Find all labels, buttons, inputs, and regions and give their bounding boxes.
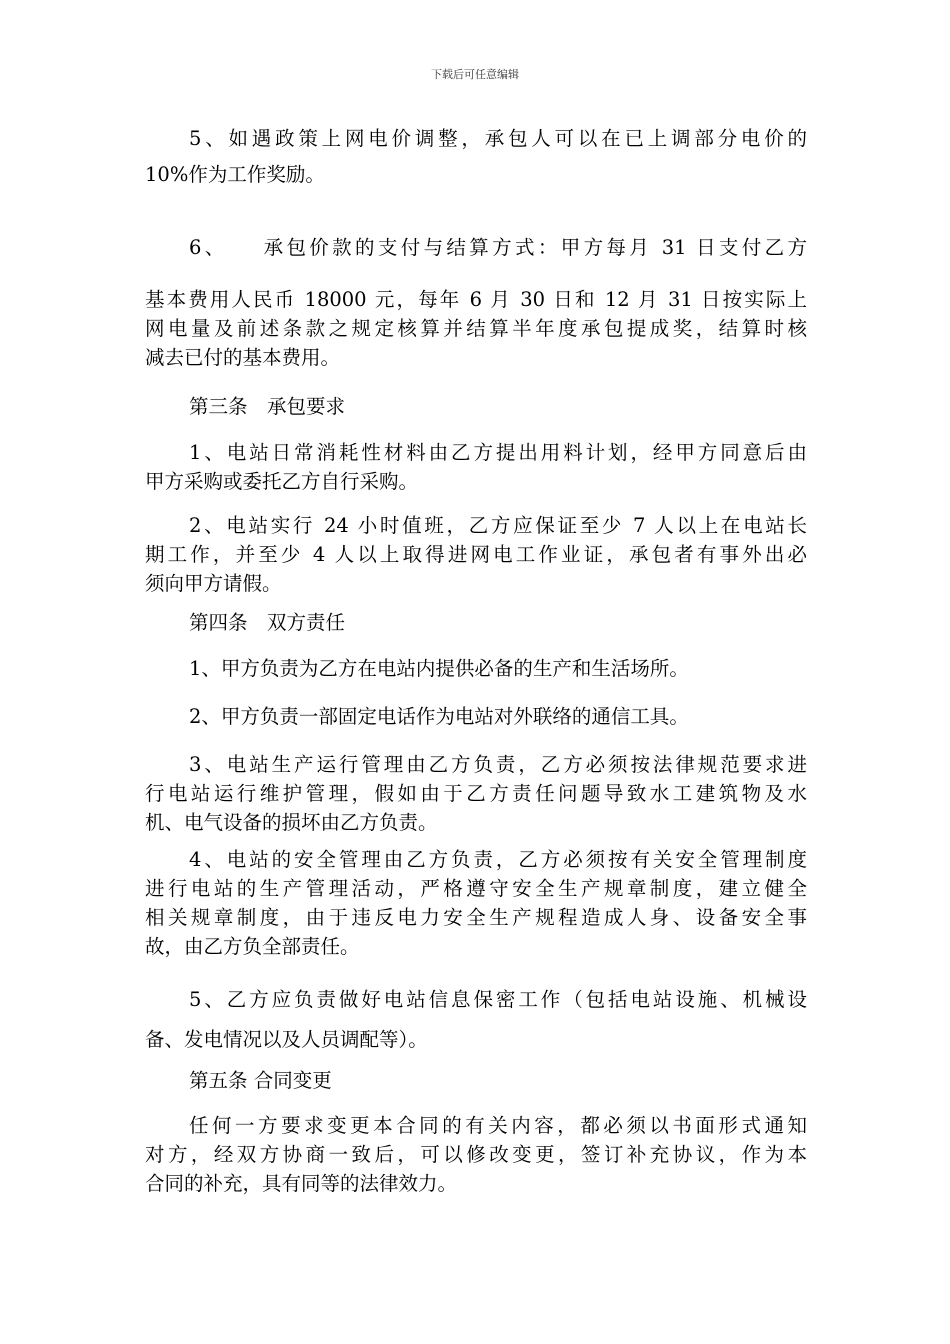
text-line: 1、电站日常消耗性材料由乙方提出用料计划，经甲方同意后由 xyxy=(189,441,807,464)
article-4-heading xyxy=(145,608,807,637)
article-3-heading xyxy=(145,392,807,421)
text-line: 4、电站的安全管理由乙方负责，乙方必须按有关安全管理制度 xyxy=(189,848,807,871)
article-4-item-4 xyxy=(145,845,807,961)
article-4-item-1 xyxy=(145,654,807,683)
text-line: 须向甲方请假。 xyxy=(145,572,282,595)
text-line: 期工作，并至少 4 人以上取得进网电工作业证，承包者有事外出必 xyxy=(145,543,807,566)
text-line: 相关规章制度，由于违反电力安全生产规程造成人身、设备安全事 xyxy=(145,906,807,929)
text-line: 甲方采购或委托乙方自行采购。 xyxy=(145,470,419,493)
text-line: 故，由乙方负全部责任。 xyxy=(145,935,360,958)
article-5-body xyxy=(145,1111,807,1198)
article-3-item-2 xyxy=(145,511,807,598)
clause-6-payment xyxy=(145,233,807,262)
clause-5-price-bonus xyxy=(145,122,807,195)
clause-6-payment-cont xyxy=(145,285,807,372)
text-line: 第五条 合同变更 xyxy=(189,1069,332,1092)
page-header-note: 下载后可任意编辑 xyxy=(431,68,519,81)
text-line: 机、电气设备的损坏由乙方负责。 xyxy=(145,811,438,834)
text-line: 3、电站生产运行管理由乙方负责，乙方必须按法律规范要求进 xyxy=(189,753,807,776)
text-line: 合同的补充，具有同等的法律效力。 xyxy=(145,1172,458,1195)
text-line: 基本费用人民币 18000 元，每年 6 月 30 日和 12 月 31 日按实际上 xyxy=(145,288,807,311)
text-line: 2、甲方负责一部固定电话作为电站对外联络的通信工具。 xyxy=(189,705,689,728)
text-line: 对方，经双方协商一致后，可以修改变更，签订补充协议，作为本 xyxy=(145,1143,807,1166)
text-line: 10%作为工作奖励。 xyxy=(145,163,325,186)
text-line: 任何一方要求变更本合同的有关内容，都必须以书面形式通知 xyxy=(189,1114,807,1137)
text-line: 网电量及前述条款之规定核算并结算半年度承包提成奖，结算时核 xyxy=(145,317,807,340)
text-line: 5、乙方应负责做好电站信息保密工作（包括电站设施、机械设 xyxy=(189,988,807,1011)
article-4-item-5 xyxy=(145,980,807,1060)
text-line: 6、 承包价款的支付与结算方式：甲方每月 31 日支付乙方 xyxy=(189,236,807,259)
text-line: 备、发电情况以及人员调配等）。 xyxy=(145,1028,428,1051)
text-line: 5、如遇政策上网电价调整，承包人可以在已上调部分电价的 xyxy=(189,127,807,150)
text-line: 第三条 承包要求 xyxy=(189,395,346,418)
article-4-item-3 xyxy=(145,750,807,837)
text-line: 减去已付的基本费用。 xyxy=(145,346,341,369)
text-line: 1、甲方负责为乙方在电站内提供必备的生产和生活场所。 xyxy=(189,657,689,680)
article-5-heading xyxy=(145,1066,807,1095)
text-line: 第四条 双方责任 xyxy=(189,611,346,634)
text-line: 进行电站的生产管理活动，严格遵守安全生产规章制度，建立健全 xyxy=(145,877,807,900)
article-4-item-2 xyxy=(145,702,807,731)
article-3-item-1 xyxy=(145,438,807,496)
text-line: 行电站运行维护管理，假如由于乙方责任问题导致水工建筑物及水 xyxy=(145,782,807,805)
text-line: 2、电站实行 24 小时值班，乙方应保证至少 7 人以上在电站长 xyxy=(189,514,807,537)
